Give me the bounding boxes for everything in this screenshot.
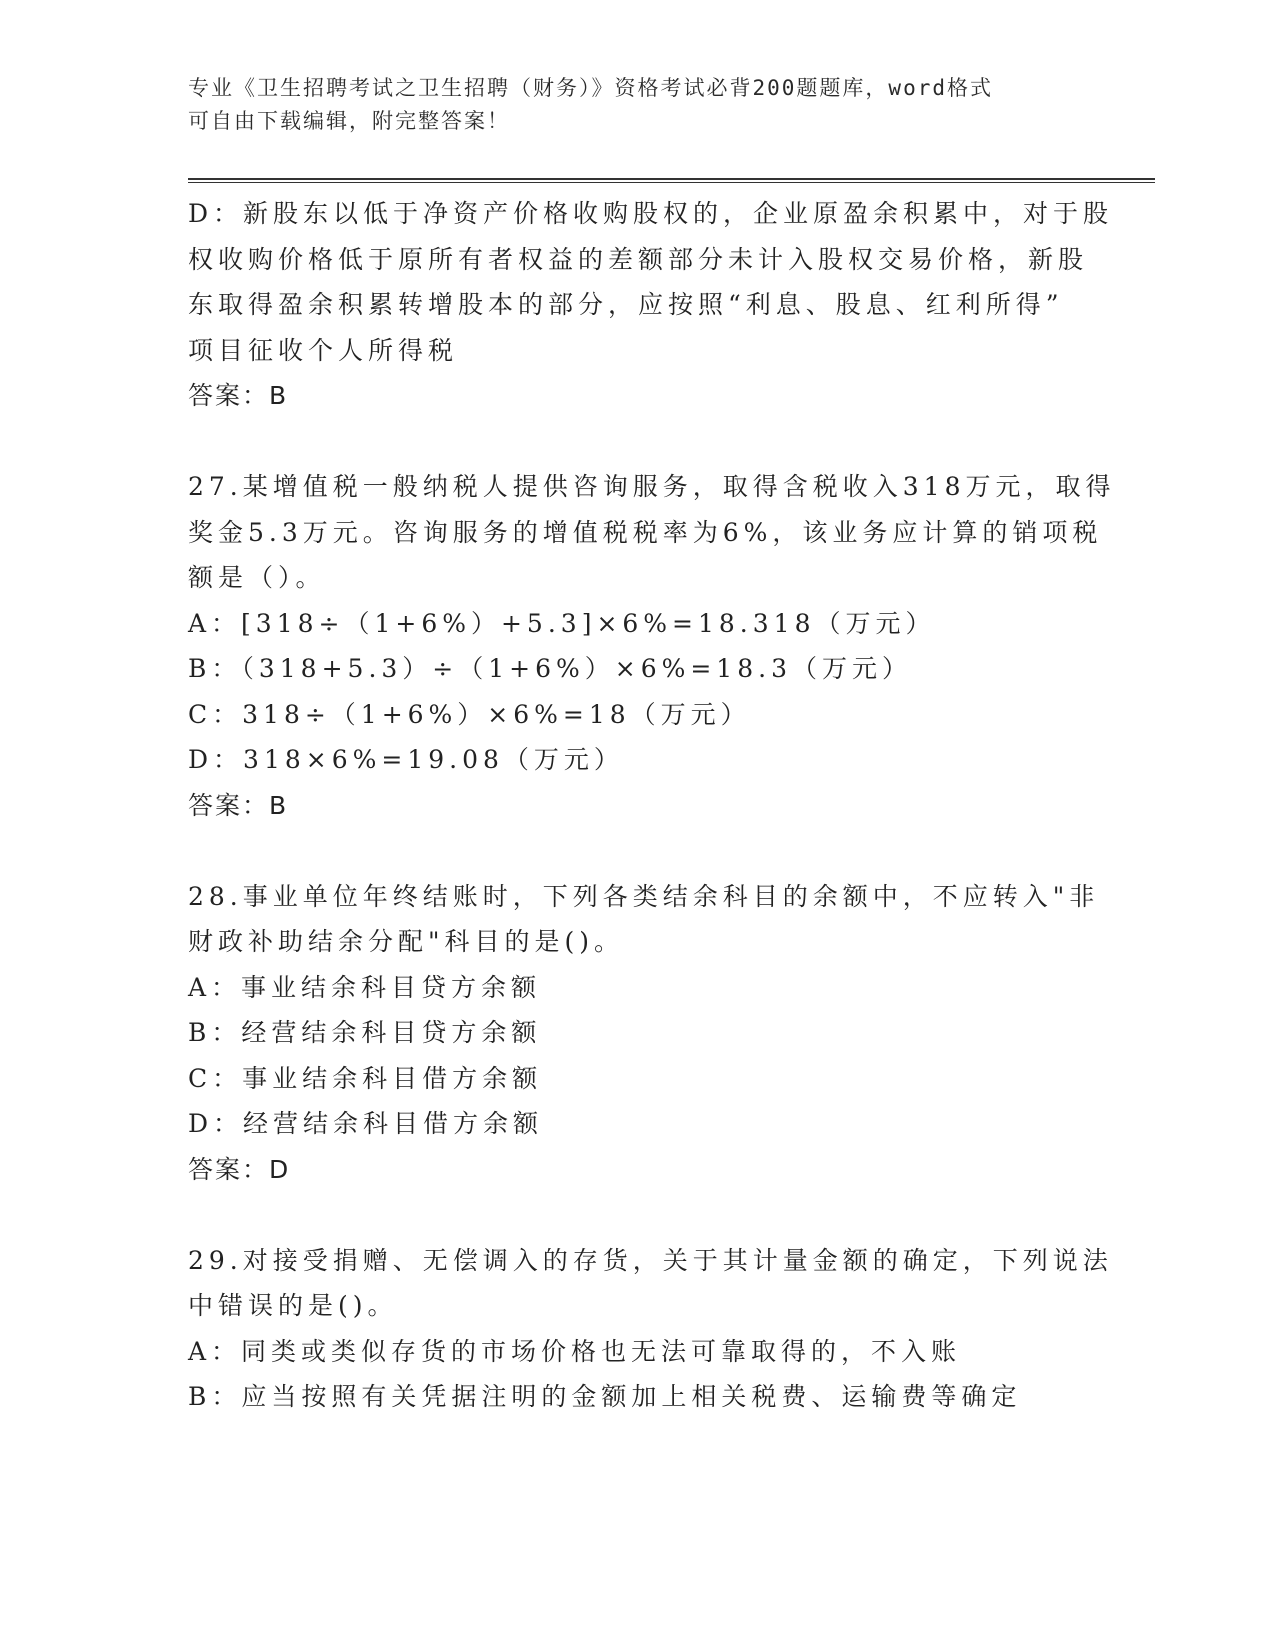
question-stem: 27.某增值税一般纳税人提供咨询服务，取得含税收入318万元，取得 (188, 472, 1116, 501)
question-stem: 奖金5.3万元。咨询服务的增值税税率为6%，该业务应计算的销项税 (188, 517, 1103, 547)
option-d: D：318×6%=19.08（万元） (188, 745, 624, 774)
question-stem: 财政补助结余分配"科目的是()。 (188, 927, 625, 956)
document-header (188, 72, 1068, 138)
option-d-text: 东取得盈余积累转增股本的部分，应按照“利息、股息、红利所得” (188, 290, 1064, 319)
header-divider (188, 178, 1155, 183)
option-a: A：[318÷（1+6%）+5.3]×6%=18.318（万元） (188, 608, 936, 638)
option-a: A：同类或类似存货的市场价格也无法可靠取得的，不入账 (188, 1336, 962, 1366)
question-spacer (188, 828, 1088, 874)
option-d-text: 权收购价格低于原所有者权益的差额部分未计入股权交易价格，新股 (188, 244, 1089, 274)
previous-question-tail (188, 191, 1114, 419)
option-b: B：应当按照有关凭据注明的金额加上相关税费、运输费等确定 (188, 1382, 1022, 1411)
question-stem: 28.事业单位年终结账时，下列各类结余科目的余额中，不应转入"非 (188, 881, 1100, 911)
option-b: B：（318+5.3）÷（1+6%）×6%=18.3（万元） (188, 654, 912, 683)
option-b: B：经营结余科目贷方余额 (188, 1018, 542, 1047)
option-d-text: 项目征收个人所得税 (188, 335, 459, 365)
document-body (188, 191, 1116, 1420)
answer-label: 答案：D (188, 1154, 291, 1184)
question-spacer (188, 1192, 1088, 1238)
question-29 (188, 1238, 1113, 1420)
option-d-text: D：新股东以低于净资产价格收购股权的，企业原盈余积累中，对于股 (188, 199, 1114, 228)
question-stem: 额是（）。 (188, 563, 326, 592)
question-stem: 中错误的是()。 (188, 1291, 398, 1320)
question-spacer (188, 419, 1088, 465)
header-line: 可自由下载编辑，附完整答案！ (188, 109, 510, 133)
option-c: C：318÷（1+6%）×6%=18（万元） (188, 699, 751, 729)
answer-label: 答案：B (188, 790, 289, 820)
question-28 (188, 874, 1100, 1193)
question-27 (188, 464, 1116, 828)
header-line: 专业《卫生招聘考试之卫生招聘（财务）》资格考试必背200题题库，word格式 (188, 76, 993, 100)
question-stem: 29.对接受捐赠、无偿调入的存货，关于其计量金额的确定，下列说法 (188, 1245, 1113, 1275)
option-a: A：事业结余科目贷方余额 (188, 972, 542, 1002)
option-c: C：事业结余科目借方余额 (188, 1063, 543, 1093)
option-d: D：经营结余科目借方余额 (188, 1109, 544, 1138)
answer-label: 答案：B (188, 381, 289, 410)
